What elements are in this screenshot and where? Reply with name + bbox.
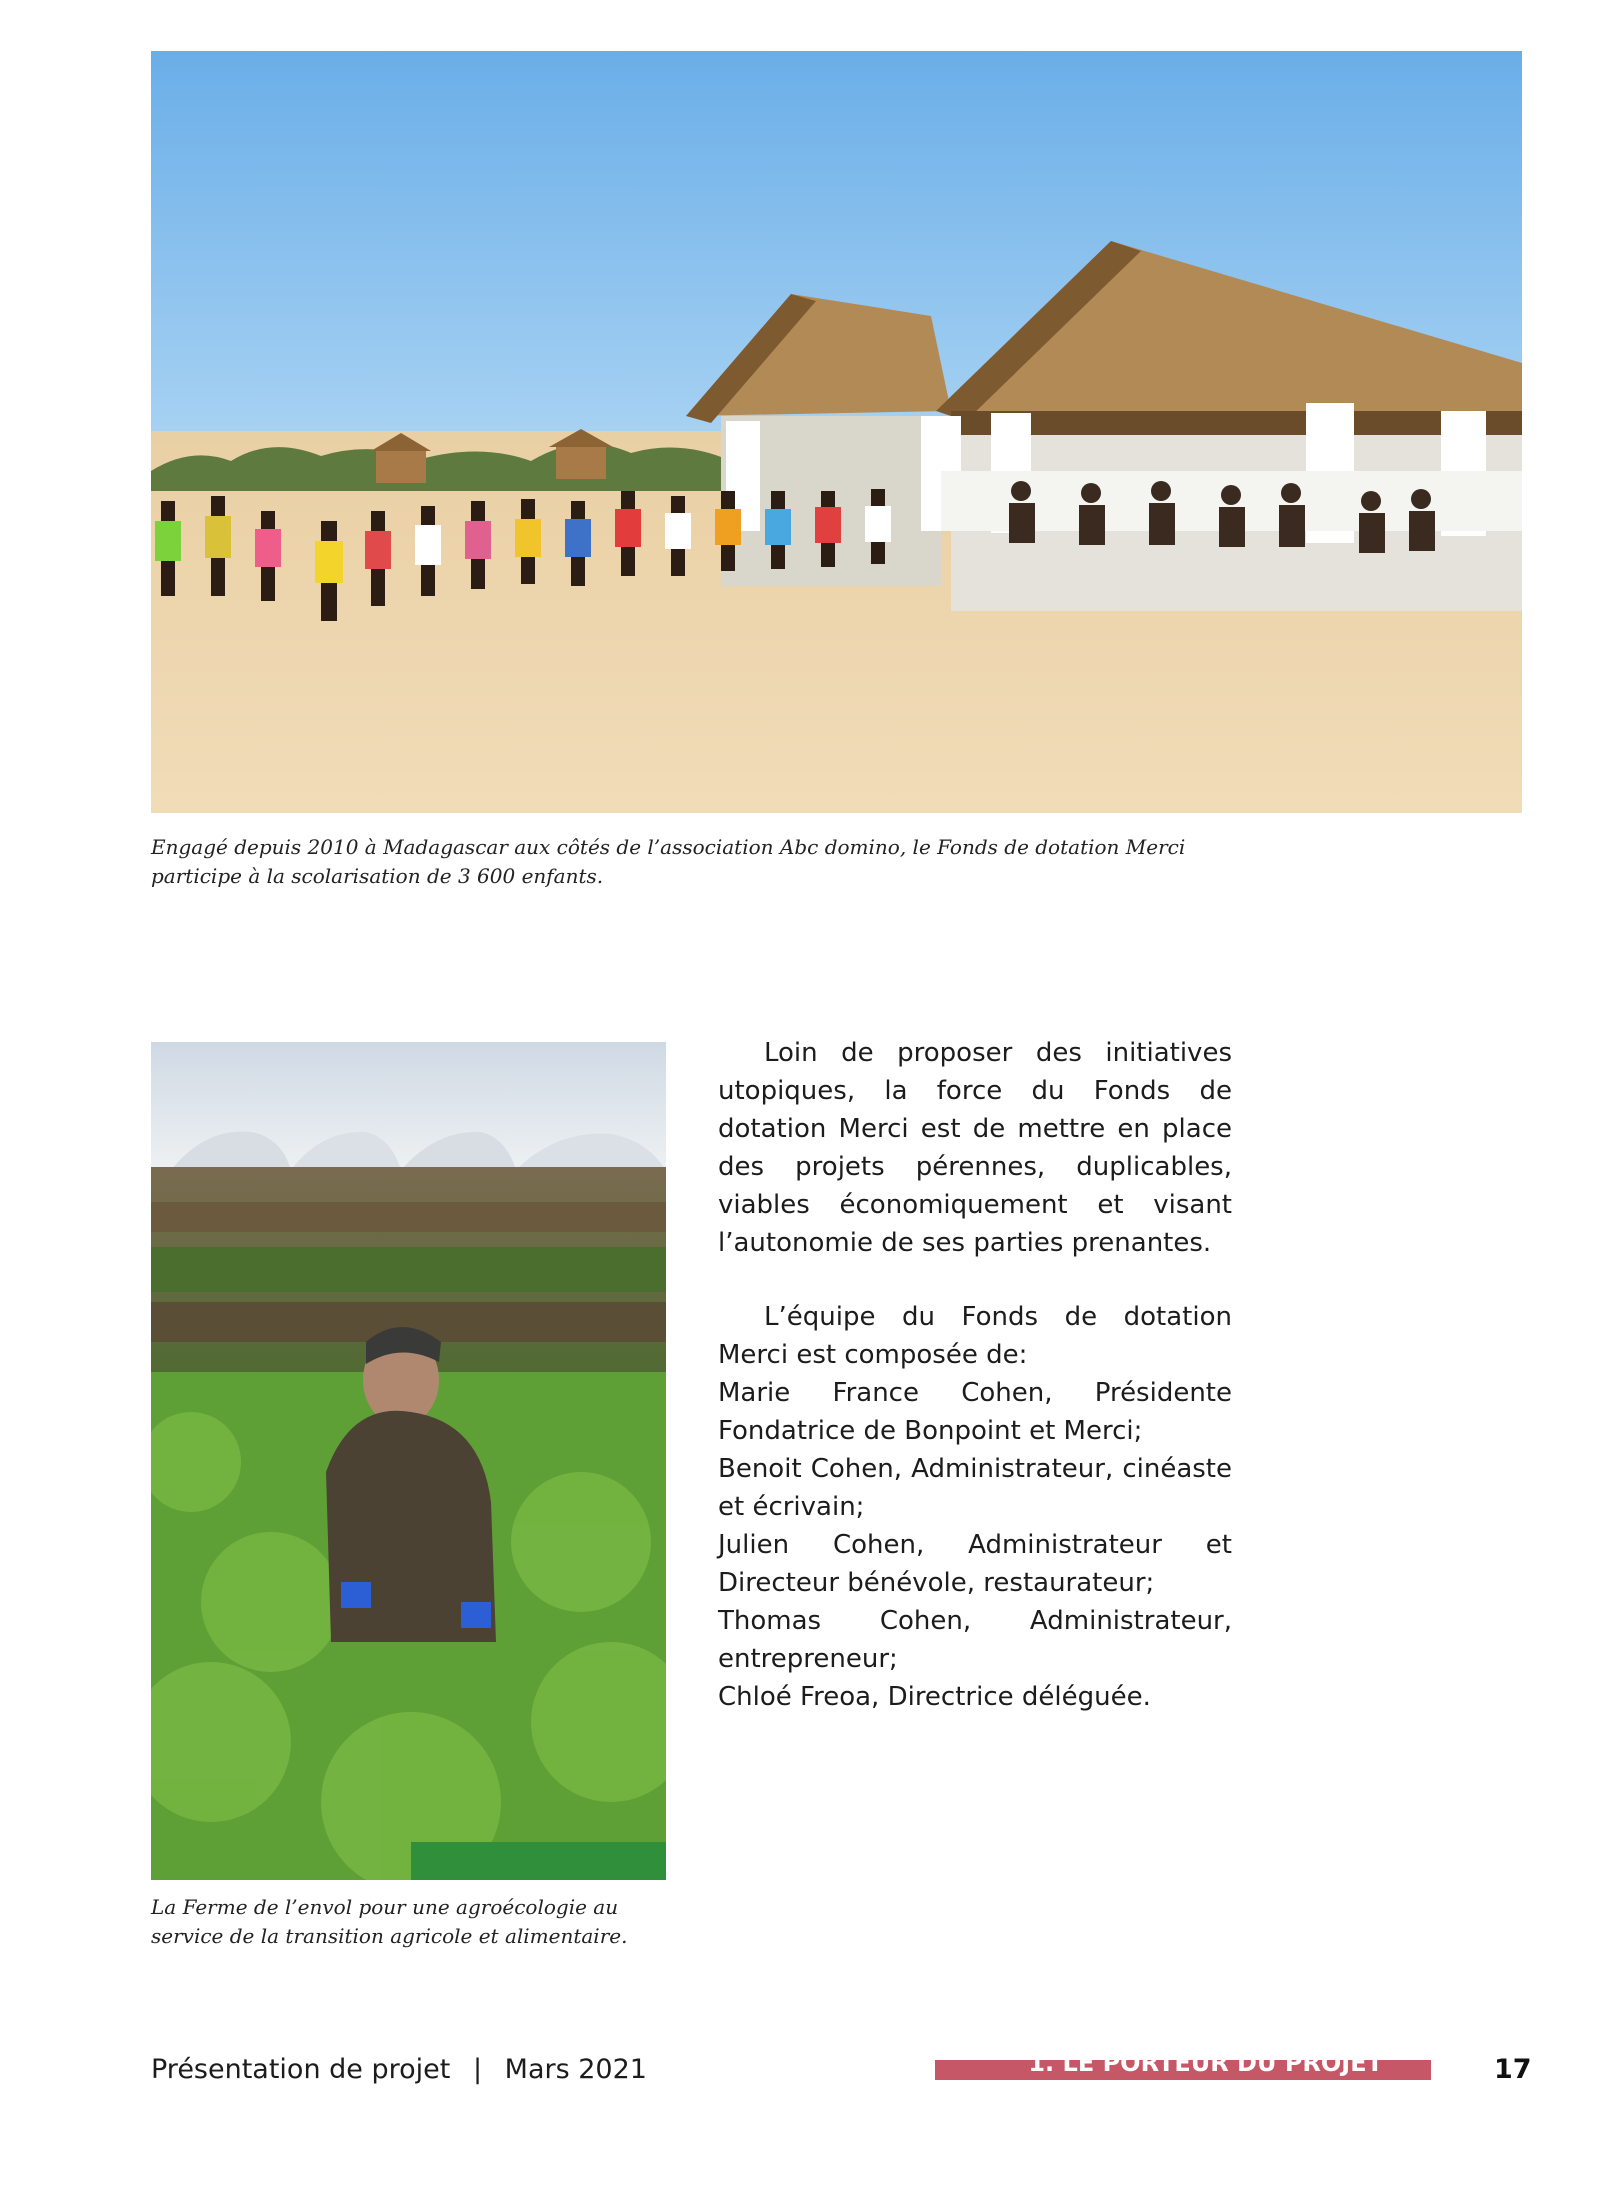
team-member: Marie France Cohen, Présidente Fondatrice de Bonpoint et Merci; (718, 1378, 1232, 1446)
paragraph-mission: Loin de proposer des initiatives utopiques, la force du Fonds de dotation Merci est de mettre en place des projets pérennes, duplicables, viables économiquement et visant l’autonomie de ses parties prenantes. (718, 1038, 1232, 1258)
team-member: Chloé Freoa, Directrice déléguée. (718, 1682, 1151, 1712)
caption-madagascar-photo: Engagé depuis 2010 à Madagascar aux côtés de l’association Abc domino, le Fonds de dotation Merci participe à la scolarisation de 3 600 enfants. (151, 835, 1186, 888)
body-text (718, 1034, 1232, 1716)
team-member: Benoit Cohen, Administrateur, cinéaste et écrivain; (718, 1454, 1232, 1522)
section-label: 1. LE PORTEUR DU PROJET (1028, 2049, 1383, 2077)
footer-title: Présentation de projet (151, 2054, 451, 2085)
team-member: Thomas Cohen, Administrateur, entrepreneur; (718, 1606, 1232, 1674)
photo-ferme-envol (151, 1042, 666, 1880)
team-member: Julien Cohen, Administrateur et Directeur bénévole, restaurateur; (718, 1530, 1232, 1598)
footer-date: Mars 2021 (504, 2054, 647, 2085)
caption-farm-photo: La Ferme de l’envol pour une agroécologie au service de la transition agricole et alimentaire. (151, 1895, 628, 1948)
footer-separator: | (472, 2054, 483, 2085)
team-intro: L’équipe du Fonds de dotation Merci est composée de: (718, 1302, 1232, 1370)
section-banner (935, 2049, 1431, 2080)
photo-madagascar-school (151, 51, 1522, 813)
page-number: 17 (1494, 2054, 1532, 2085)
footer-document-info (151, 2052, 647, 2088)
